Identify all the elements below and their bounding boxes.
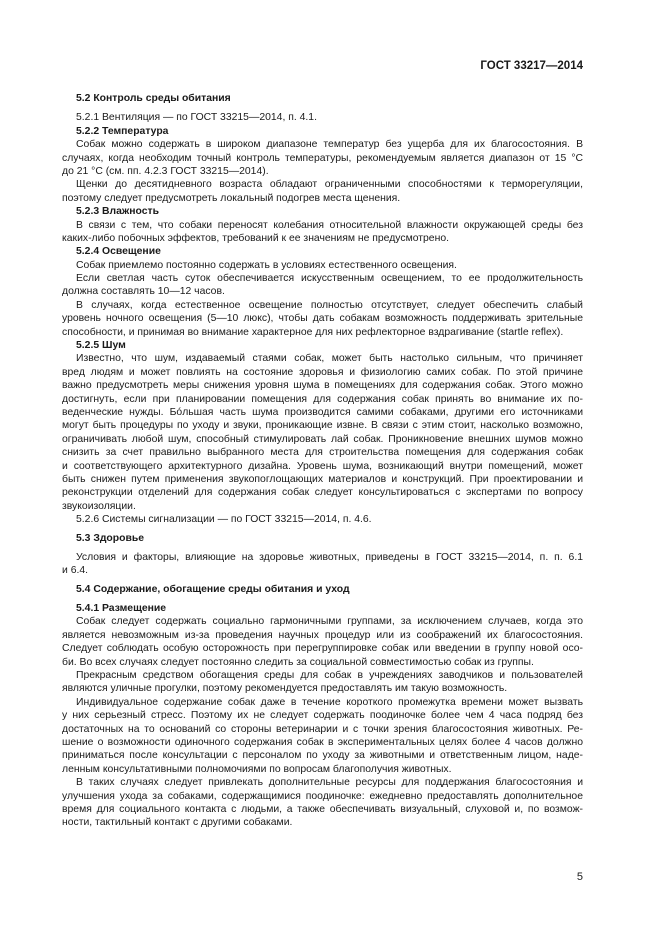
paragraph-line: могут быть процедуры по уходу и звуки, проникающие извне. В связи с этим стоит, насколько возможно,: [62, 420, 583, 432]
paragraph-line: должна составлять 10—12 часов.: [62, 286, 225, 298]
paragraph-line: являются уличные прогулки, поэтому рекомендуется предоставлять им такую возможность.: [62, 683, 508, 695]
paragraph: [62, 219, 583, 246]
paragraph-line: каких-либо побочных эффектов, требований к ее значениям не предусмотрено.: [62, 232, 449, 244]
paragraph-line: 5.2.1 Вентиляция — по ГОСТ 33215—2014, п. 4.1.: [76, 112, 317, 124]
paragraph-line: реконструкции отделений для содержания собак следует консультироваться с экспертами по вопросу: [62, 487, 583, 499]
paragraph-line: В таких случаях следует привлекать дополнительные ресурсы для поддержания благосостояния и: [76, 777, 583, 789]
paragraph-line: звукоизоляции.: [62, 500, 136, 512]
paragraph-line: В связи с тем, что собаки переносят колебания относительной влажности окружающей среды без: [76, 219, 583, 231]
paragraph-line: веденческие нужды. Бóльшая часть шума производится самими собаками, другими его источниками: [62, 406, 583, 418]
paragraph-line: Собак можно содержать в широком диапазоне температур без ущерба для их благосостояния. В: [76, 139, 583, 151]
paragraph-line: Прекрасным средством обогащения среды для собак в учреждениях заводчиков и пользователей: [76, 670, 583, 682]
page-number: 5: [576, 871, 583, 883]
subsection-heading: 5.2.2 Температура: [76, 125, 169, 137]
paragraph: [62, 352, 583, 513]
subsection-heading: 5.2.3 Влажность: [76, 206, 159, 218]
subsection-heading: 5.2.4 Освещение: [76, 246, 161, 258]
section-heading: 5.4 Содержание, обогащение среды обитания и уход: [76, 583, 350, 595]
paragraph-line: достигнуть, если при планировании помещения для содержания собак принять во внимание их по-: [62, 393, 583, 405]
paragraph: [62, 299, 583, 339]
paragraph: [62, 111, 583, 124]
paragraph-line: приниматься после консультации с персоналом по уходу за животными и ответственным лицом, наде-: [62, 750, 583, 762]
paragraph: [62, 138, 583, 178]
paragraph-line: ленным консультативными полномочиями по вопросам благополучия животных.: [62, 763, 452, 775]
paragraph-line: снизить за счет правильно выбранного места для строительства помещения для содержания собак: [62, 447, 583, 459]
section-heading: 5.3 Здоровье: [76, 532, 145, 544]
paragraph-line: Собак следует содержать социально гармоничными группами, за исключением случаев, когда это: [76, 616, 583, 628]
document-body: [62, 92, 583, 830]
paragraph: [62, 551, 583, 578]
paragraph-line: шение о возможности одиночного содержания собак в экспериментальных целях более 4 часов должно: [62, 736, 583, 748]
section-heading: 5.2 Контроль среды обитания: [76, 93, 231, 104]
paragraph-line: улучшения ухода за собаками, содержащимися поодиночке: ежедневно предоставлять дополнительное: [62, 790, 583, 802]
paragraph-line: Щенки до десятидневного возраста обладают ограниченными способностями к терморегуляции,: [76, 179, 583, 191]
paragraph-line: до 21 °C (см. пп. 4.2.3 ГОСТ 33215—2014).: [62, 165, 269, 177]
paragraph-line: является невозможным из-за проведения научных процедур или из соображений их благосостояния.: [62, 629, 583, 641]
paragraph-line: В случаях, когда естественное освещение полностью отсутствует, следует обеспечить слабый: [76, 299, 583, 311]
paragraph-line: время для социального контакта с людьми, а также обеспечивать визуальный, слуховой и, по возмож-: [62, 803, 583, 815]
paragraph: [62, 178, 583, 205]
paragraph: [62, 696, 583, 776]
subsection-heading: 5.2.5 Шум: [76, 340, 126, 352]
paragraph: [62, 513, 583, 526]
paragraph: [62, 669, 583, 696]
paragraph-line: быть снижен путем применения звукопоглощающих материалов и конструкций. При проектировании и: [62, 473, 583, 485]
paragraph-line: ограничивать любой шум, способный стимулировать лай собак. Проникновение внешних шумов можно: [62, 433, 583, 445]
paragraph: [62, 615, 583, 669]
paragraph-line: и соответствующего архитектурного дизайна. Уровень шума, возникающий внутри помещений, может: [62, 460, 583, 472]
paragraph: [62, 259, 583, 272]
paragraph-line: Условия и факторы, влияющие на здоровье животных, приведены в ГОСТ 33215—2014, п. п. 6.1: [76, 551, 583, 563]
paragraph-line: 5.2.6 Системы сигнализации — по ГОСТ 33215—2014, п. 4.6.: [76, 514, 372, 526]
paragraph-line: у них серьезный стресс. Поэтому их не следует содержать поодиночке более чем 4 часа подряд без: [62, 710, 583, 722]
paragraph-line: Собак приемлемо постоянно содержать в условиях естественного освещения.: [76, 259, 457, 271]
paragraph-line: Индивидуальное содержание собак даже в течение короткого промежутка времени может вызвать: [76, 696, 583, 708]
paragraph-line: важно предусмотреть меры снижения уровня шума в помещениях для содержания собак. Этого можно: [62, 380, 583, 392]
paragraph-line: Если светлая часть суток обеспечивается искусственным освещением, то ее продолжительность: [76, 273, 583, 285]
paragraph-line: уровень ночного освещения (5—10 люкс), чтобы дать собакам возможность поддерживать зрительные: [62, 313, 583, 325]
document-code-header: ГОСТ 33217—2014: [480, 60, 583, 72]
paragraph: [62, 272, 583, 299]
paragraph-line: случаях, когда необходим точный контроль температуры, рекомендуемым является диапазон от 15 °C: [62, 152, 583, 164]
paragraph-line: Известно, что шум, издаваемый стаями собак, может быть настолько сильным, что причиняет: [76, 353, 583, 365]
paragraph-line: ности, тактильный контакт с другими собаками.: [62, 817, 293, 829]
paragraph-line: би. Во всех случаях следует постоянно следить за социальной совместимостью собак из группы.: [62, 656, 534, 668]
subsection-heading: 5.4.1 Размещение: [76, 603, 167, 615]
paragraph: [62, 776, 583, 830]
paragraph-line: поэтому следует предусмотреть локальный подогрев места щенения.: [62, 192, 401, 204]
paragraph-line: Следует соблюдать особую осторожность при перегруппировке собак или введении в группу новой осо-: [62, 643, 583, 655]
paragraph-line: достаточных на то оснований со стороны ветеринарии и с точки зрения благосостояния животных. Ре-: [62, 723, 583, 735]
paragraph-line: вред людям и может повлиять на состояние здоровья и физиологию самих собак. По этой причине: [62, 366, 583, 378]
paragraph-line: способности, и принимая во внимание характерное для них рефлекторное вздрагивание (startle reflex).: [62, 326, 564, 338]
paragraph-line: и 6.4.: [62, 565, 89, 577]
